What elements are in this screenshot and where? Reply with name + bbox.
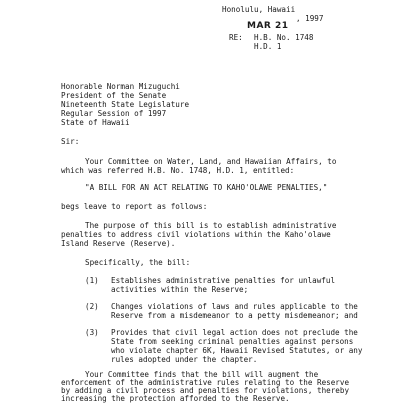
paragraph-line: The purpose of this bill is to establish administrative: [85, 221, 337, 230]
list-item-number: (3): [85, 328, 99, 337]
addressee-line: President of the Senate: [61, 91, 167, 100]
paragraph-line: by adding a civil process and penalties for violations, thereby: [61, 386, 350, 395]
paragraph-line: Your Committee finds that the bill will augment the: [85, 370, 319, 379]
year-text: , 1997: [296, 14, 324, 23]
addressee-line: Honorable Norman Mizuguchi: [61, 82, 180, 91]
addressee-line: Nineteenth State Legislature: [61, 100, 190, 109]
list-item-number: (2): [85, 302, 99, 311]
salutation: Sir:: [61, 137, 80, 146]
list-item-line: who violate chapter 6K, Hawaii Revised Statutes, or any: [111, 346, 363, 355]
list-item-number: (1): [85, 276, 99, 285]
paragraph-line: Your Committee on Water, Land, and Hawaiian Affairs, to: [85, 157, 337, 166]
paragraph-line: Island Reserve (Reserve).: [61, 239, 176, 248]
list-item-line: State from seeking criminal penalties against persons: [111, 337, 354, 346]
place-line: Honolulu, Hawaii: [222, 5, 296, 14]
list-item-line: Establishes administrative penalties for unlawful: [111, 276, 336, 285]
list-item-line: activities within the Reserve;: [111, 285, 249, 294]
paragraph-line: enforcement of the administrative rules relating to the Reserve: [61, 378, 350, 387]
addressee-line: State of Hawaii: [61, 118, 130, 127]
list-item-line: Changes violations of laws and rules applicable to the: [111, 302, 358, 311]
paragraph-line: penalties to address civil violations within the Kaho'olawe: [61, 230, 331, 239]
paragraph-line: which was referred H.B. No. 1748, H.D. 1, entitled:: [61, 166, 295, 175]
addressee-line: Regular Session of 1997: [61, 109, 167, 118]
paragraph-line: increasing the protection afforded to the Reserve.: [61, 394, 290, 403]
specifically-line: Specifically, the bill:: [85, 258, 191, 267]
begs-line: begs leave to report as follows:: [61, 202, 208, 211]
list-item-line: Reserve from a misdemeanor to a petty misdemeanor; and: [111, 311, 358, 320]
re-label: RE:: [229, 33, 243, 42]
list-item-line: rules adopted under the chapter.: [111, 355, 258, 364]
list-item-line: Provides that civil legal action does not preclude the: [111, 328, 358, 337]
bill-title: "A BILL FOR AN ACT RELATING TO KAHO'OLAWE PENALTIES,": [85, 183, 328, 192]
date-stamp: MAR 21: [247, 21, 289, 31]
bill-draft: H.D. 1: [254, 42, 282, 51]
bill-number: H.B. No. 1748: [254, 33, 314, 42]
